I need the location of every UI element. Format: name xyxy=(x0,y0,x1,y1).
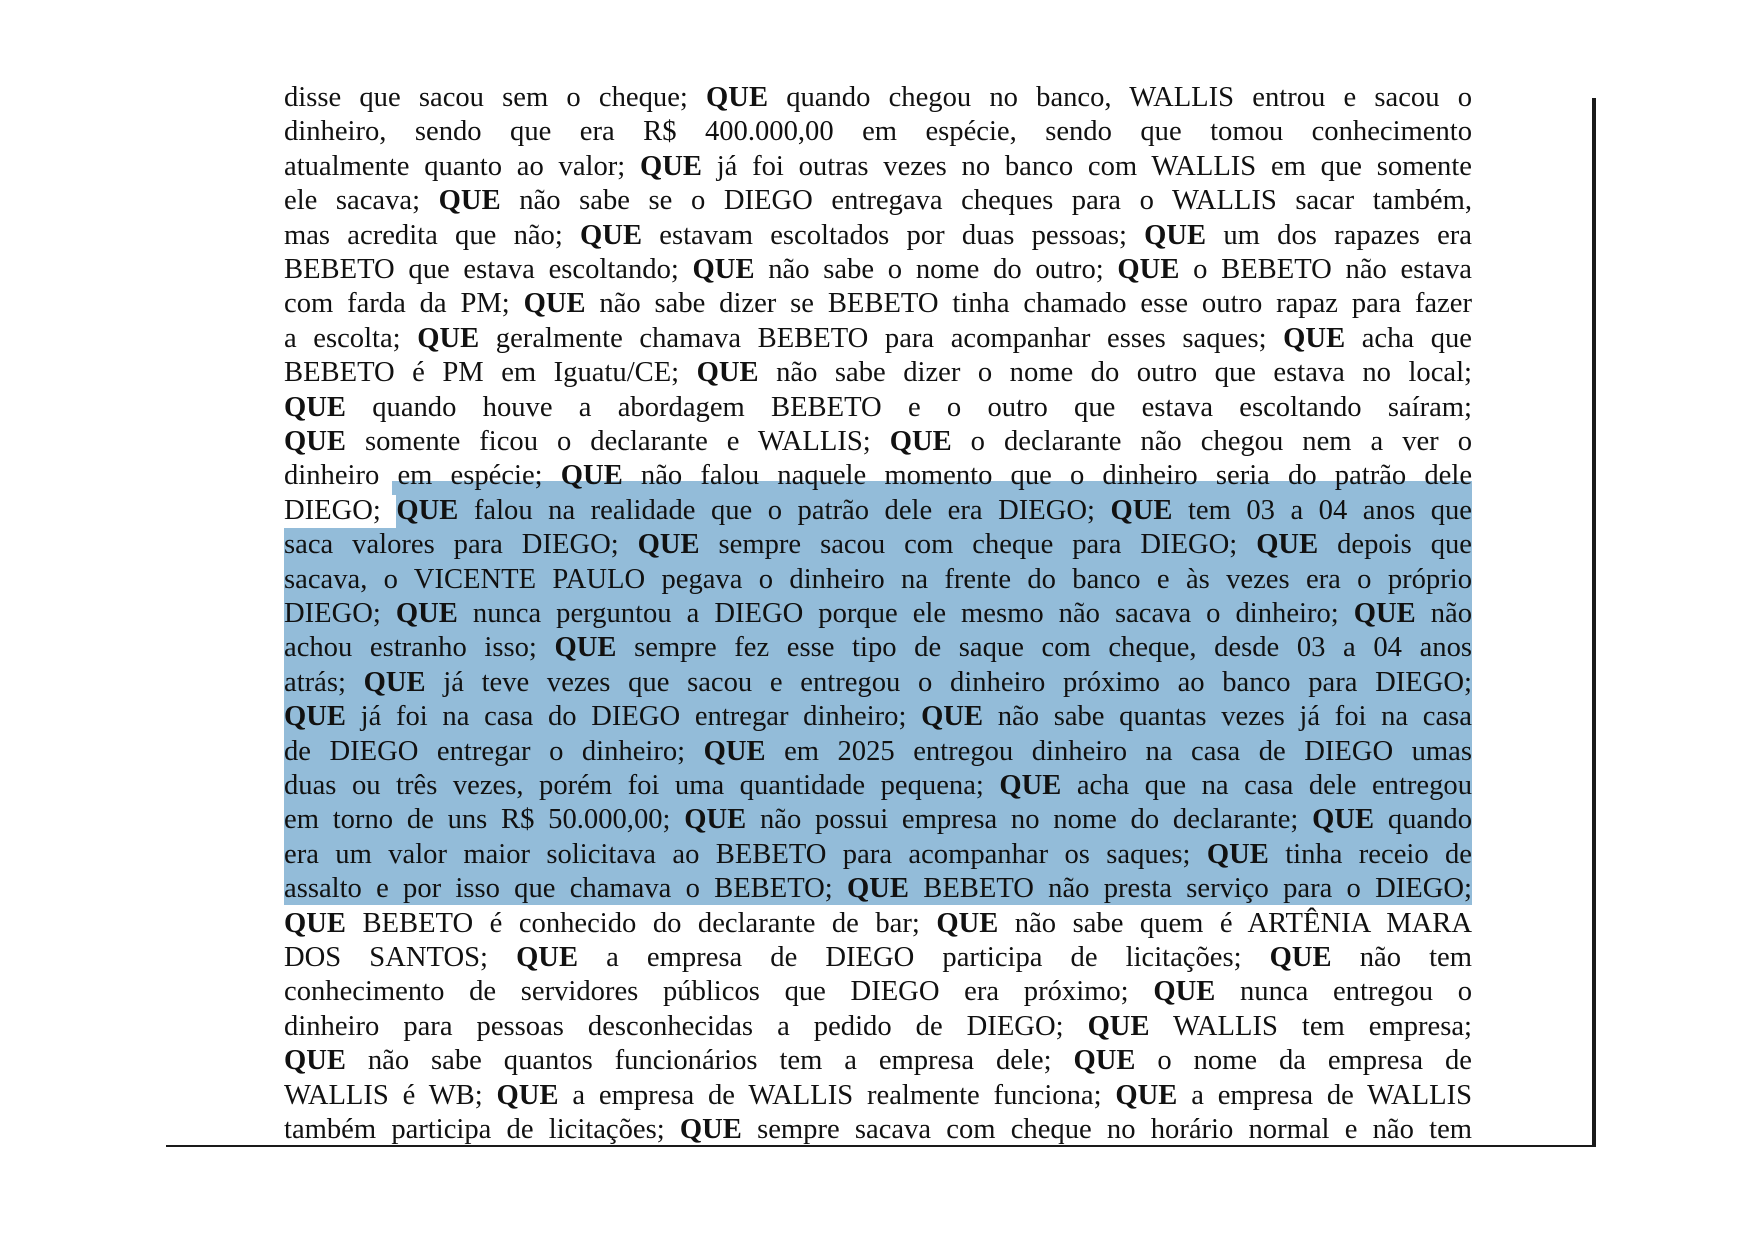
document-line: atrás; QUE já teve vezes que sacou e entregou o dinheiro próximo ao banco para DIEGO; xyxy=(284,666,1472,698)
document-line: também participa de licitações; QUE sempre sacava com cheque no horário normal e não tem xyxy=(284,1114,1472,1145)
document-text xyxy=(284,83,1472,1145)
document-line: DIEGO; QUE nunca perguntou a DIEGO porque ele mesmo não sacava o dinheiro; QUE não xyxy=(284,598,1472,629)
document-line: DOS SANTOS; QUE a empresa de DIEGO participa de licitações; QUE não tem xyxy=(284,942,1472,973)
document-line: de DIEGO entregar o dinheiro; QUE em 2025 entregou dinheiro na casa de DIEGO umas xyxy=(284,735,1472,767)
document-line: BEBETO é PM em Iguatu/CE; QUE não sabe dizer o nome do outro que estava no local; xyxy=(284,357,1472,389)
document-line: QUE BEBETO é conhecido do declarante de bar; QUE não sabe quem é ARTÊNIA MARA xyxy=(284,907,1472,939)
document-line: em torno de uns R$ 50.000,00; QUE não possui empresa no nome do declarante; QUE quando xyxy=(284,804,1472,836)
document-line: dinheiro para pessoas desconhecidas a pedido de DIEGO; QUE WALLIS tem empresa; xyxy=(284,1010,1472,1042)
document-line: BEBETO que estava escoltando; QUE não sabe o nome do outro; QUE o BEBETO não estava xyxy=(284,254,1472,285)
document-line: QUE já foi na casa do DIEGO entregar dinheiro; QUE não sabe quantas vezes já foi na casa xyxy=(284,701,1472,733)
document-line: saca valores para DIEGO; QUE sempre sacou com cheque para DIEGO; QUE depois que xyxy=(284,529,1472,561)
document-line: ele sacava; QUE não sabe se o DIEGO entregava cheques para o WALLIS sacar também, xyxy=(284,185,1472,217)
document-line: a escolta; QUE geralmente chamava BEBETO para acompanhar esses saques; QUE acha que xyxy=(284,322,1472,354)
page-right-border xyxy=(1592,98,1596,1146)
document-line: QUE quando houve a abordagem BEBETO e o outro que estava escoltando saíram; xyxy=(284,391,1472,423)
document-line: DIEGO; QUE falou na realidade que o patrão dele era DIEGO; QUE tem 03 a 04 anos que xyxy=(284,494,1472,526)
document-line: duas ou três vezes, porém foi uma quantidade pequena; QUE acha que na casa dele entregou xyxy=(284,770,1472,801)
document-line: era um valor maior solicitava ao BEBETO para acompanhar os saques; QUE tinha receio de xyxy=(284,838,1472,870)
document-line: dinheiro em espécie; QUE não falou naquele momento que o dinheiro seria do patrão dele xyxy=(284,460,1472,492)
document-line: QUE não sabe quantos funcionários tem a empresa dele; QUE o nome da empresa de xyxy=(284,1045,1472,1077)
document-line: sacava, o VICENTE PAULO pegava o dinheiro na frente do banco e às vezes era o próprio xyxy=(284,563,1472,595)
document-line: assalto e por isso que chamava o BEBETO; QUE BEBETO não presta serviço para o DIEGO; xyxy=(284,873,1472,905)
document-line: dinheiro, sendo que era R$ 400.000,00 em espécie, sendo que tomou conhecimento xyxy=(284,116,1472,148)
document-line: mas acredita que não; QUE estavam escoltados por duas pessoas; QUE um dos rapazes era xyxy=(284,219,1472,251)
document-line: disse que sacou sem o cheque; QUE quando chegou no banco, WALLIS entrou e sacou o xyxy=(284,83,1472,113)
page-bottom-border xyxy=(166,1145,1596,1147)
document-line: WALLIS é WB; QUE a empresa de WALLIS realmente funciona; QUE a empresa de WALLIS xyxy=(284,1079,1472,1111)
document-line: achou estranho isso; QUE sempre fez esse tipo de saque com cheque, desde 03 a 04 anos xyxy=(284,632,1472,664)
document-line: com farda da PM; QUE não sabe dizer se BEBETO tinha chamado esse outro rapaz para fazer xyxy=(284,288,1472,320)
document-line: atualmente quanto ao valor; QUE já foi outras vezes no banco com WALLIS em que somente xyxy=(284,150,1472,182)
document-line: conhecimento de servidores públicos que DIEGO era próximo; QUE nunca entregou o xyxy=(284,976,1472,1008)
document-line: QUE somente ficou o declarante e WALLIS; QUE o declarante não chegou nem a ver o xyxy=(284,426,1472,457)
